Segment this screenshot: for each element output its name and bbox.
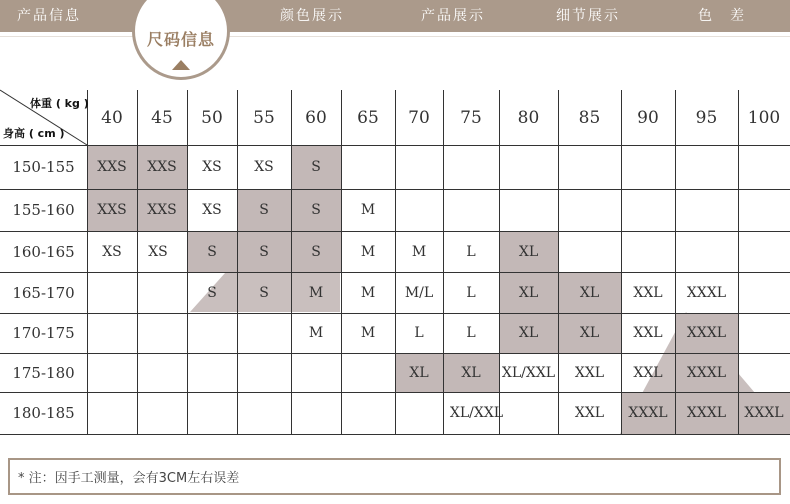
size-cell: XL xyxy=(579,284,600,301)
weight-header-cell: 45 xyxy=(151,107,173,128)
size-cell: XXXL xyxy=(686,405,727,421)
weight-header-cell: 55 xyxy=(253,107,275,128)
size-cell: XXL xyxy=(574,405,605,421)
size-cell: XXXL xyxy=(686,325,727,341)
nav-item-detail-display[interactable]: 细节展示 xyxy=(556,8,620,24)
size-cell: M xyxy=(308,284,324,301)
size-cell: XL xyxy=(579,325,600,341)
size-cell: L xyxy=(414,325,424,341)
size-cell: XS xyxy=(202,159,222,175)
size-cell: XS xyxy=(102,243,122,260)
size-cell: XS xyxy=(148,243,168,260)
height-header-cell: 160-165 xyxy=(12,242,75,261)
size-cell: L xyxy=(466,325,476,341)
weight-header-cell: 85 xyxy=(578,107,601,128)
size-cell: L xyxy=(466,243,476,260)
weight-header-cell: 40 xyxy=(101,107,123,128)
size-cell: XL xyxy=(461,364,481,381)
weight-header-cell: 80 xyxy=(517,107,540,128)
size-cell: XXXL xyxy=(686,284,727,301)
size-cell: S xyxy=(259,243,269,260)
nav-item-color-difference[interactable]: 色 差 xyxy=(698,8,746,24)
weight-header-cell: 70 xyxy=(408,107,430,128)
nav-item-product-info[interactable]: 产品信息 xyxy=(17,8,81,24)
height-header-cell: 175-180 xyxy=(12,363,75,382)
measurement-note: * 注：因手工测量，会有3CM左右误差 xyxy=(18,471,240,486)
size-cell: S xyxy=(259,202,269,218)
weight-axis-label: 体重 ( kg ) xyxy=(30,97,89,110)
size-cell: XL xyxy=(409,364,429,381)
size-cell: XL xyxy=(518,325,539,341)
weight-header-cell: 95 xyxy=(695,107,718,128)
weight-header-cell: 60 xyxy=(305,107,327,128)
size-cell: XL xyxy=(518,284,539,301)
size-cell: XS xyxy=(254,159,274,175)
size-cell: M xyxy=(308,325,324,341)
size-cell: XXL xyxy=(633,284,663,301)
size-cell: S xyxy=(311,243,321,260)
size-cell: XXS xyxy=(97,159,127,175)
size-cell: XXXL xyxy=(628,405,668,421)
height-header-cell: 170-175 xyxy=(12,324,75,342)
height-header-cell: 155-160 xyxy=(12,201,75,219)
size-cell: XXXL xyxy=(744,405,784,421)
size-cell: XL/XXL xyxy=(501,364,556,381)
size-cell: XL/XXL xyxy=(449,405,504,421)
nav-item-product-display[interactable]: 产品展示 xyxy=(421,8,485,24)
size-cell: XL xyxy=(518,243,539,260)
size-cell: S xyxy=(311,202,321,218)
size-cell: XXS xyxy=(147,159,177,175)
size-cell: XXL xyxy=(633,364,663,381)
size-cell: M xyxy=(360,284,376,301)
size-cell: XXS xyxy=(97,202,127,218)
size-cell: M/L xyxy=(404,284,434,301)
size-cell: M xyxy=(360,325,376,341)
size-cell: XS xyxy=(202,202,222,218)
nav-item-color-display[interactable]: 颜色展示 xyxy=(280,8,344,24)
size-cell: XXL xyxy=(574,364,605,381)
weight-header-cell: 75 xyxy=(460,107,482,128)
size-cell: S xyxy=(311,159,321,175)
size-cell: L xyxy=(466,284,476,301)
weight-header-cell: 90 xyxy=(637,107,659,128)
size-cell: XXS xyxy=(147,202,177,218)
nav-item-size-info[interactable]: 尺码信息 xyxy=(146,30,215,49)
weight-header-cell: 100 xyxy=(747,107,781,128)
size-cell: M xyxy=(360,202,376,218)
size-cell: XXXL xyxy=(686,364,727,381)
height-header-cell: 180-185 xyxy=(12,404,75,422)
height-header-cell: 165-170 xyxy=(12,283,75,302)
size-cell: S xyxy=(207,243,217,260)
size-cell: S xyxy=(259,284,269,301)
size-cell: M xyxy=(360,243,376,260)
size-cell: M xyxy=(411,243,427,260)
weight-header-cell: 50 xyxy=(201,107,223,128)
size-cell: XXL xyxy=(633,325,663,341)
weight-header-cell: 65 xyxy=(357,107,379,128)
height-axis-label: 身高 ( cm ) xyxy=(3,127,65,140)
height-header-cell: 150-155 xyxy=(12,158,75,176)
size-cell: S xyxy=(207,284,217,301)
